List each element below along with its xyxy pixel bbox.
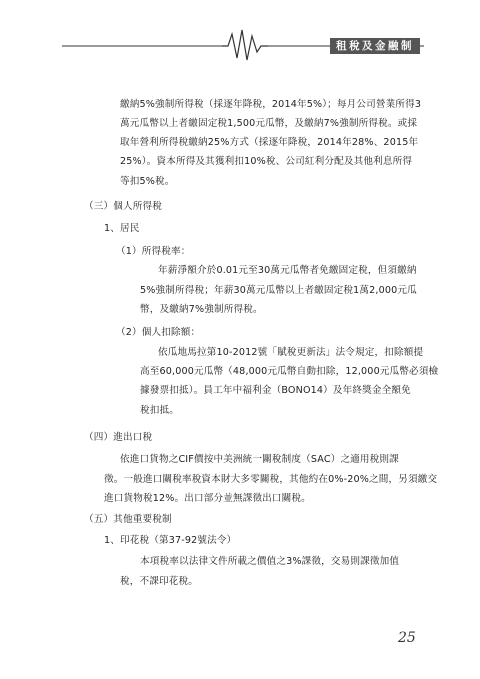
paragraph-line: 年薪淨額介於0.01元至30萬元瓜幣者免繳固定稅，但須繳納	[158, 265, 417, 276]
paragraph-line: 5%強制所得稅；年薪30萬元瓜幣以上者繳固定稅1萬2,000元瓜	[140, 285, 417, 296]
running-header	[0, 0, 480, 70]
section-heading: （四）進出口稅	[84, 432, 153, 443]
paragraph-line: 據發票扣抵）。員工年中福利金（BONO14）及年終獎金全額免	[140, 385, 411, 396]
item-heading: 1、印花稅（第37-92號法令）	[104, 535, 237, 546]
paragraph-line: 高至60,000元瓜幣（48,000元瓜幣自動扣除，12,000元瓜幣必須檢	[140, 366, 439, 377]
paragraph-line: 幣，及繳納7%強制所得稅。	[140, 304, 263, 315]
section-heading: （三）個人所得稅	[84, 201, 162, 212]
intro-line: 萬元瓜幣以上者繳固定稅1,500元瓜幣，及繳納7%強制所得稅。或採	[120, 118, 418, 129]
intro-line: 25%）。資本所得及其獲利扣10%稅、公司紅利分配及其他利息所得	[120, 156, 413, 167]
paragraph-line: 依瓜地馬拉第10-2012號「賦稅更新法」法令規定，扣除額提	[158, 347, 424, 358]
paragraph-line: 徵。一般進口關稅率稅資本財大多零關稅，其他約在0%-20%之間，另須繳交	[104, 474, 438, 485]
item-heading: 1、居民	[104, 223, 140, 234]
paragraph-line: 進口貨物稅12%。出口部分並無課徵出口關稅。	[104, 493, 311, 504]
sub-heading: （2）個人扣除額：	[116, 327, 201, 338]
intro-line: 等扣5%稅。	[120, 176, 175, 187]
paragraph-line: 依進口貨物之CIF價按中美洲統一關稅制度（SAC）之適用稅則課	[120, 454, 399, 465]
header-pulse-line	[0, 0, 480, 70]
intro-line: 繳納5%強制所得稅（採逐年降稅，2014年5%）；每月公司營業所得3	[120, 99, 422, 110]
paragraph-line: 稅，不課印花稅。	[120, 576, 198, 587]
sub-heading: （1）所得稅率：	[116, 246, 191, 257]
header-section-badge: 租稅及金融制度	[330, 38, 420, 54]
paragraph-line: 稅扣抵。	[140, 405, 179, 416]
paragraph-line: 本項稅率以法律文件所載之價值之3%課徵，交易則課徵加值	[140, 556, 400, 567]
intro-line: 取年營利所得稅繳納25%方式（採逐年降稅，2014年28%、2015年	[120, 137, 419, 148]
section-heading: （五）其他重要稅制	[84, 514, 172, 525]
page-number: 25	[398, 630, 416, 646]
